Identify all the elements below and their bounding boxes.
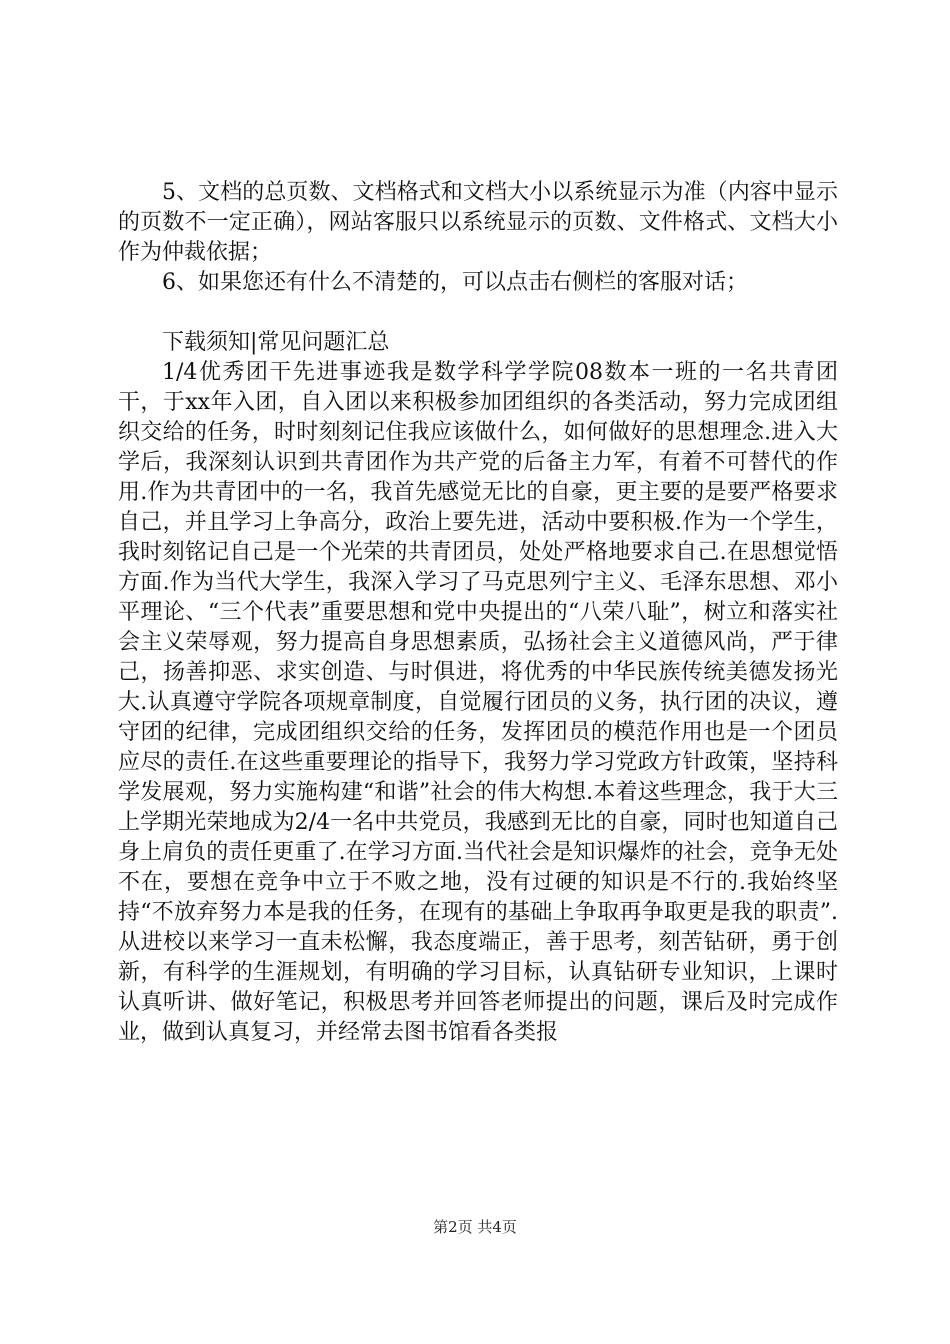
download-notes [118,178,838,298]
note-item-6: 6、如果您还有什么不清楚的，可以点击右侧栏的客服对话； [162,270,748,295]
page-footer: 第2页 共4页 [433,1218,517,1236]
article-body [118,358,838,1048]
note-item-5: 5、文档的总页数、文档格式和文档大小以系统显示为准（内容中显示的页数不一定正确），网站客服只以系统显示的页数、文件格式、文档大小作为仲裁依据； [118,180,838,265]
article-paragraph: 1/4优秀团干先进事迹我是数学科学学院08数本一班的一名共青团干，于xx年入团，自入团以来积极参加团组织的各类活动，努力完成团组织交给的任务，时时刻刻记住我应该做什么，如何做好的思想理念.进入大学后，我深刻认识到共青团作为共产党的后备主力军，有着不可替代的作用.作为共青团中的一名，我首先感觉无比的自豪，更主要的是要严格要求自己，并且学习上争高分，政治上要先进，活动中要积极.作为一个学生，我时刻铭记自己是一个光荣的共青团员，处处严格地要求自己.在思想觉悟方面.作为当代大学生，我深入学习了马克思列宁主义、毛泽东思想、邓小平理论、“三个代表”重要思想和党中央提出的“八荣八耻”，树立和落实社会主义荣辱观，努力提高自身思想素质，弘扬社会主义道德风尚，严于律己，扬善抑恶、求实创造、与时俱进，将优秀的中华民族传统美德发扬光大.认真遵守学院各项规章制度，自觉履行团员的义务，执行团的决议，遵守团的纪律，完成团组织交给的任务，发挥团员的模范作用也是一个团员应尽的责任.在这些重要理论的指导下，我努力学习党政方针政策，坚持科学发展观，努力实施构建“和谐”社会的伟大构想.本着这些理念，我于大三上学期光荣地成为2/4一名中共党员，我感到无比的自豪，同时也知道自己身上肩负的责任更重了.在学习方面.当代社会是知识爆炸的社会，竞争无处不在，要想在竞争中立于不败之地，没有过硬的知识是不行的.我始终坚持“不放弃努力本是我的任务，在现有的基础上争取再争取更是我的职责”.从进校以来学习一直未松懈，我态度端正，善于思考，刻苦钻研，勇于创新，有科学的生涯规划，有明确的学习目标，认真钻研专业知识，上课时认真听讲、做好笔记，积极思考并回答老师提出的问题，课后及时完成作业，做到认真复习，并经常去图书馆看各类报 [118,360,838,1045]
section-heading: 下载须知|常见问题汇总 [162,330,390,355]
